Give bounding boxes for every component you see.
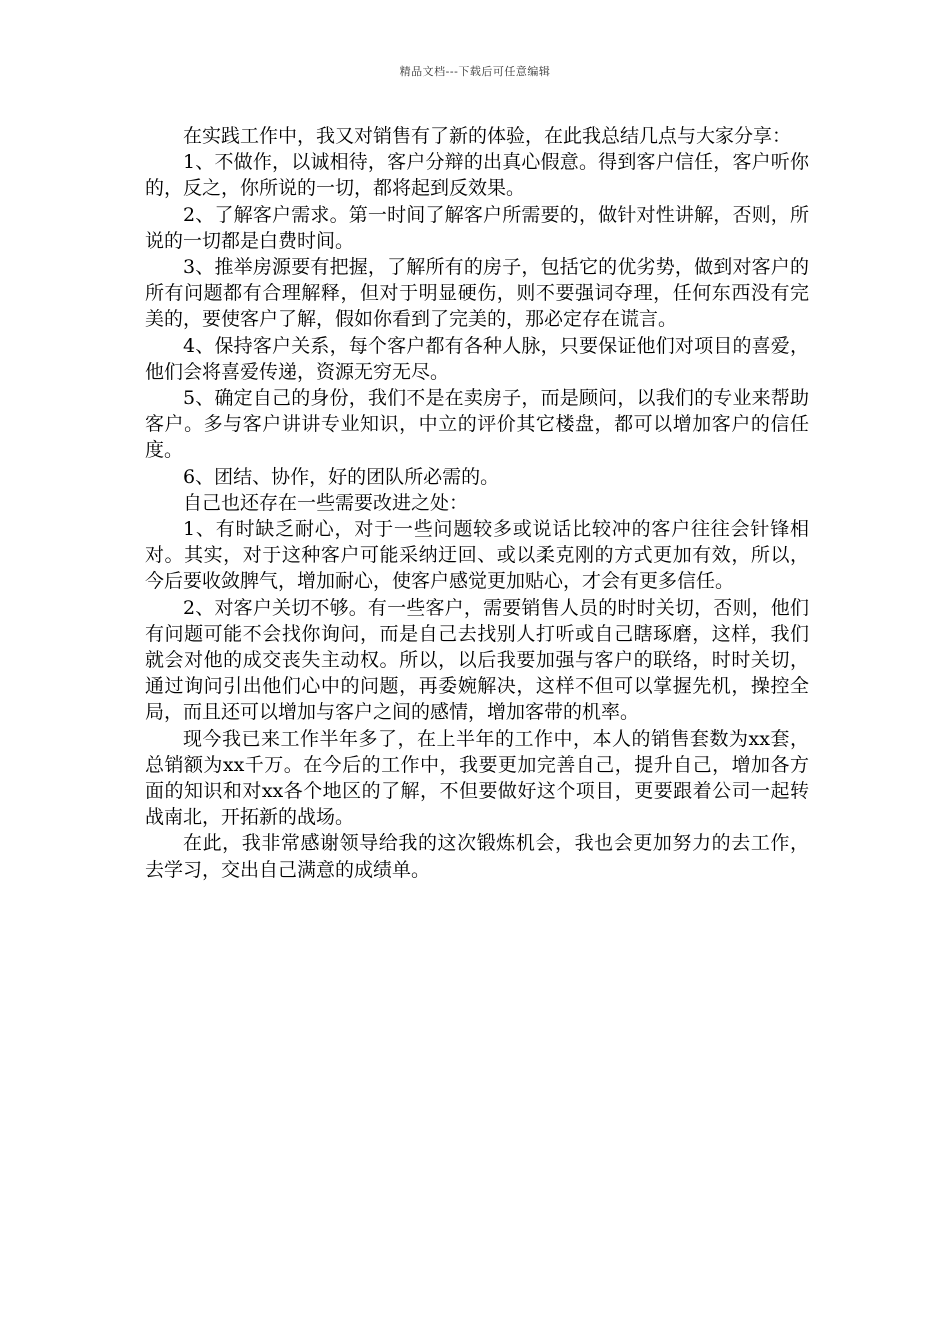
paragraph-improvement-2: 2、对客户关切不够。有一些客户，需要销售人员的时时关切，否则，他们有问题可能不会找你询问，而是自己去找别人打听或自己瞎琢磨，这样，我们就会对他的成交丧失主动权。所以，以后我要加强与客户的联络，时时关切，通过询问引出他们心中的问题，再委婉解决，这样不但可以掌握先机，操控全局，而且还可以增加与客户之间的感情，增加客带的机率。: [145, 596, 809, 724]
paragraph-point-2: 2、了解客户需求。第一时间了解客户所需要的，做针对性讲解，否则，所说的一切都是白费时间。: [145, 203, 809, 252]
paragraph-point-4: 4、保持客户关系，每个客户都有各种人脉，只要保证他们对项目的喜爱，他们会将喜爱传递，资源无穷无尽。: [145, 334, 809, 383]
paragraph-summary: 现今我已来工作半年多了，在上半年的工作中，本人的销售套数为xx套，总销额为xx千万。在今后的工作中，我要更加完善自己，提升自己，增加各方面的知识和对xx各个地区的了解，不但要做好这个项目，更要跟着公司一起转战南北，开拓新的战场。: [145, 727, 809, 829]
paragraph-closing: 在此，我非常感谢领导给我的这次锻炼机会，我也会更加努力的去工作，去学习，交出自己满意的成绩单。: [145, 832, 809, 881]
paragraph-improvements-intro: 自己也还存在一些需要改进之处：: [183, 491, 469, 514]
paragraph-improvement-1: 1、有时缺乏耐心，对于一些问题较多或说话比较冲的客户往往会针锋相对。其实，对于这种客户可能采纳迂回、或以柔克刚的方式更加有效，所以，今后要收敛脾气，增加耐心，使客户感觉更加贴心，才会有更多信任。: [145, 518, 809, 593]
paragraph-point-6: 6、团结、协作，好的团队所必需的。: [183, 465, 500, 488]
paragraph-point-3: 3、推举房源要有把握，了解所有的房子，包括它的优劣势，做到对客户的所有问题都有合理解释，但对于明显硬伤，则不要强词夺理，任何东西没有完美的，要使客户了解，假如你看到了完美的，那必定存在谎言。: [145, 256, 809, 331]
document-body: [145, 123, 809, 883]
paragraph-point-5: 5、确定自己的身份，我们不是在卖房子，而是顾问，以我们的专业来帮助客户。多与客户讲讲专业知识，中立的评价其它楼盘，都可以增加客户的信任度。: [145, 387, 809, 462]
paragraph-intro: 在实践工作中，我又对销售有了新的体验，在此我总结几点与大家分享：: [183, 125, 792, 147]
paragraph-point-1: 1、不做作，以诚相待，客户分辩的出真心假意。得到客户信任，客户听你的，反之，你所说的一切，都将起到反效果。: [145, 151, 809, 200]
header-note: 精品文档---下载后可任意编辑: [399, 65, 551, 78]
